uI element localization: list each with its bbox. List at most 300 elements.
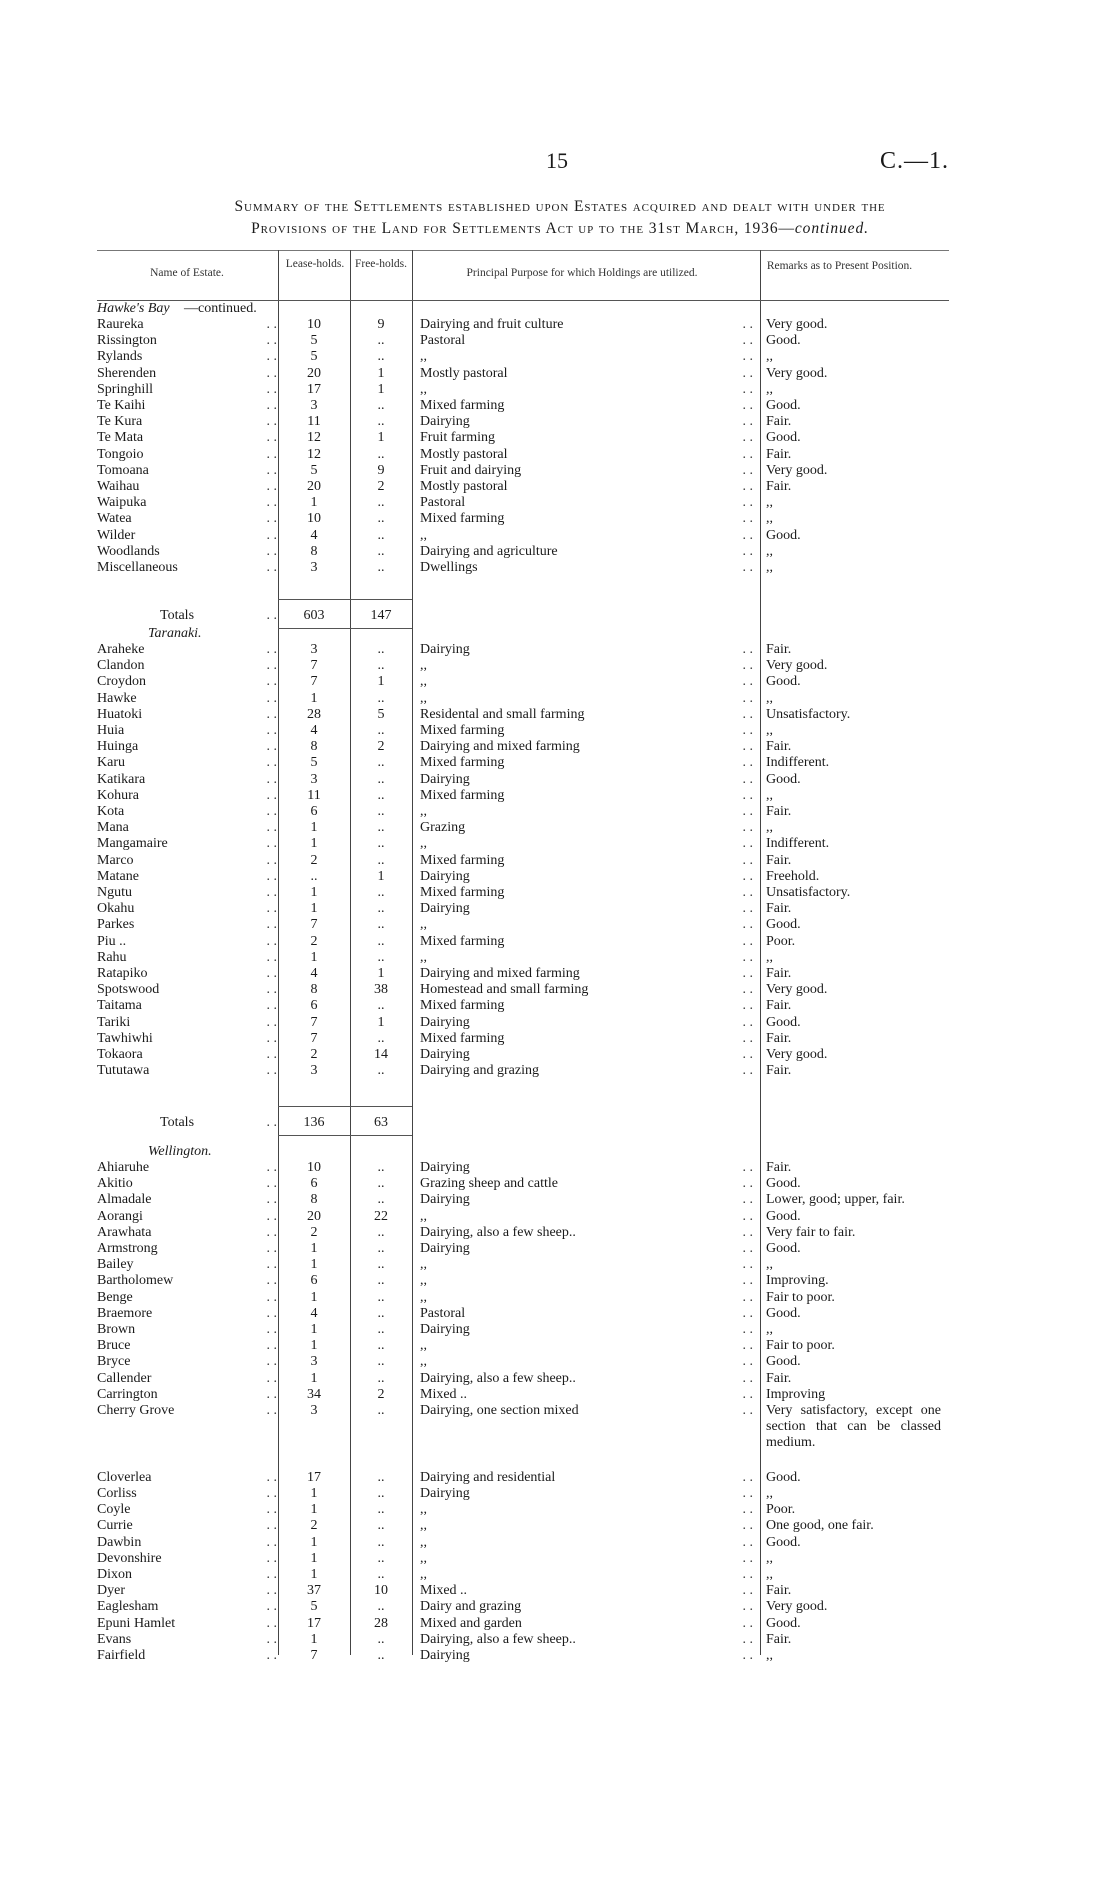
freeholds-value: .. [377,1241,385,1256]
leader-dots: . . [742,398,753,413]
remarks-text: Very good. [766,1599,828,1615]
leader-dots: . . [742,1631,753,1647]
estate-name: Parkes [97,917,135,933]
freeholds-value: .. [377,1354,385,1370]
freeholds-value: .. [377,771,385,787]
leaseholds-value: .. [310,868,318,884]
leader-dots: . . [742,1648,753,1663]
leader-dots: . . [266,1192,277,1208]
leader-dots: . . [742,446,753,462]
freeholds-value: .. [377,1631,385,1647]
freeholds-value: .. [377,755,385,771]
table-row [0,366,1114,382]
purpose-text: Fruit and dairying [420,462,522,478]
leader-dots: . . [742,1502,753,1518]
purpose-text: Dairying [420,414,470,430]
section-title-suffix: —continued. [184,301,257,316]
remarks-text: Good. [766,1615,801,1631]
leader-dots: . . [742,1224,753,1240]
leaseholds-value: 5 [310,1599,318,1615]
leader-dots: . . [742,982,753,998]
estate-name: Bruce [97,1338,131,1354]
remarks-text: Fair. [766,1583,792,1599]
purpose-text: Grazing [420,820,466,836]
remarks-text: Fair to poor. [766,1338,835,1354]
purpose-text: Pastoral [420,1305,466,1321]
table-row [0,998,1114,1014]
remarks-text: ,, [766,495,773,511]
purpose-text: Dairying [420,1322,470,1337]
title-line-2 [60,218,1060,240]
leader-dots: . . [266,1550,277,1566]
purpose-text: ,, [420,1273,427,1289]
remarks-text: Very satisfactory, except one section that can be classed medium. [766,1403,941,1451]
table-row [0,414,1114,430]
leader-dots: . . [266,543,277,559]
estate-name: Te Kaihi [97,398,146,413]
leader-dots: . . [742,642,753,657]
leaseholds-value: 3 [310,642,318,657]
estate-name: Te Mata [97,430,144,446]
table-row [0,1063,1114,1079]
estate-name: Katikara [97,771,146,787]
leader-dots: . . [742,1063,753,1079]
leaseholds-value: 8 [310,739,318,755]
table-row [0,1354,1114,1370]
table-row [0,1031,1114,1047]
freeholds-value: 14 [374,1047,388,1062]
estate-name: Currie [97,1518,133,1534]
purpose-text: ,, [420,381,427,397]
leader-dots: . . [742,820,753,836]
estate-name: Evans [97,1631,132,1647]
leader-dots: . . [742,771,753,787]
leader-dots: . . [266,933,277,949]
purpose-text: Dairying, also a few sheep.. [420,1631,576,1647]
table-row [0,739,1114,755]
leaseholds-value: 11 [307,787,321,803]
purpose-text: ,, [420,804,427,819]
purpose-text: ,, [420,1208,427,1224]
leaseholds-value: 1 [310,690,318,706]
freeholds-value: .. [377,1518,385,1534]
remarks-text: Fair. [766,1370,792,1386]
table-row [0,1567,1114,1583]
leaseholds-value: 8 [310,1192,318,1208]
estate-name: Waihau [97,479,140,494]
table-row [0,1403,1114,1451]
leader-dots: . . [266,787,277,803]
freeholds-value: 22 [374,1208,388,1224]
remarks-text: ,, [766,1648,773,1663]
estate-name: Marco [97,852,134,868]
purpose-text: Mixed farming [420,885,505,900]
freeholds-value: .. [377,723,385,738]
leaseholds-value: 37 [307,1583,321,1599]
leader-dots: . . [266,365,277,381]
leaseholds-value: 1 [310,1486,318,1501]
purpose-text: Mixed farming [420,511,505,527]
purpose-text: ,, [420,949,427,965]
leader-dots: . . [266,1030,277,1046]
purpose-text: ,, [420,349,427,365]
table-row [0,707,1114,723]
table-row [0,430,1114,446]
leader-dots: . . [742,1289,753,1305]
remarks-text: ,, [766,1486,773,1501]
freeholds-value: 1 [377,430,385,446]
freeholds-value: .. [377,1486,385,1501]
estate-name: Mana [97,820,129,836]
leaseholds-value: 1 [310,1534,318,1550]
estate-name: Almadale [97,1192,152,1208]
leader-dots: . . [266,1403,277,1418]
purpose-text: Dairying, one section mixed [420,1403,579,1418]
leader-dots: . . [266,917,277,933]
remarks-text: Fair to poor. [766,1289,835,1305]
totals-label: Totals [160,1115,195,1130]
leader-dots: . . [742,511,753,527]
leader-dots: . . [266,642,277,657]
leader-dots: . . [742,527,753,543]
table-row [0,1502,1114,1518]
table-rule [278,1135,412,1136]
table-row [0,495,1114,511]
leaseholds-value: 6 [310,1176,318,1192]
estate-name: Cloverlea [97,1469,152,1485]
purpose-text: Dairying [420,1014,470,1030]
freeholds-value: .. [377,527,385,543]
table-row [0,1176,1114,1192]
estate-name: Dawbin [97,1534,142,1550]
leaseholds-value: 20 [307,1208,321,1224]
leader-dots: . . [266,1583,277,1599]
purpose-text: Mixed farming [420,723,505,738]
estate-name: Ngutu [97,885,132,900]
table-row [0,1290,1114,1306]
table-rule [278,599,412,600]
remarks-text: Fair. [766,804,792,819]
leader-dots: . . [742,430,753,446]
leader-dots: . . [742,1370,753,1386]
purpose-text: ,, [420,1502,427,1518]
purpose-text: ,, [420,690,427,706]
leaseholds-value: 7 [310,917,318,933]
leader-dots: . . [266,430,277,446]
leader-dots: . . [266,1322,277,1337]
leader-dots: . . [266,1014,277,1030]
leaseholds-value: 2 [310,852,318,868]
leader-dots: . . [266,1599,277,1615]
purpose-text: ,, [420,674,427,690]
estate-name: Bailey [97,1257,134,1273]
leaseholds-value: 7 [310,1030,318,1046]
freeholds-value: .. [377,1534,385,1550]
leader-dots: . . [266,462,277,478]
leader-dots: . . [742,1583,753,1599]
remarks-text: Fair. [766,642,792,657]
remarks-text: Good. [766,917,801,933]
leaseholds-value: 1 [310,1241,318,1256]
table-row [0,1257,1114,1273]
leader-dots: . . [742,852,753,868]
leader-dots: . . [742,949,753,965]
freeholds-value: 2 [377,1386,385,1402]
leader-dots: . . [742,1599,753,1615]
purpose-text: ,, [420,1257,427,1273]
estate-name: Carrington [97,1386,158,1402]
leader-dots: . . [742,1014,753,1030]
leaseholds-value: 1 [310,1370,318,1386]
estate-name: Tariki [97,1014,131,1030]
leader-dots: . . [266,674,277,690]
leaseholds-value: 1 [310,1631,318,1647]
leaseholds-value: 3 [310,398,318,413]
remarks-text: Very good. [766,365,828,381]
remarks-text: Fair. [766,1063,792,1079]
remarks-text: Very good. [766,1047,828,1062]
leaseholds-value: 1 [310,1550,318,1566]
header-purpose: Principal Purpose for which Holdings are utilized. [466,267,698,279]
leaseholds-value: 10 [307,1160,321,1175]
remarks-text: Poor. [766,933,796,949]
freeholds-value: 1 [377,381,385,397]
leader-dots: . . [266,1208,277,1224]
leader-dots: . . [742,1322,753,1337]
freeholds-value: .. [377,1176,385,1192]
remarks-text: Fair. [766,1030,792,1046]
estate-name: Tututawa [97,1063,150,1079]
remarks-text: Good. [766,1176,801,1192]
header-remarks: Remarks as to Present Position. [766,260,913,272]
remarks-text: Good. [766,674,801,690]
leader-dots: . . [742,674,753,690]
freeholds-value: .. [377,885,385,900]
leaseholds-value: 3 [310,771,318,787]
leader-dots: . . [266,1631,277,1647]
purpose-text: Homestead and small farming [420,982,589,998]
leader-dots: . . [742,1354,753,1370]
freeholds-value: 9 [377,317,385,332]
freeholds-value: .. [377,998,385,1014]
section-heading [0,626,1114,642]
estate-name: Piu .. [97,933,127,949]
freeholds-value: .. [377,1305,385,1321]
leader-dots: . . [266,1567,277,1582]
section-heading [0,301,1114,317]
leader-dots: . . [266,868,277,884]
leader-dots: . . [742,917,753,933]
leaseholds-value: 4 [310,527,318,543]
leader-dots: . . [742,933,753,949]
leader-dots: . . [266,1273,277,1289]
leader-dots: . . [742,1534,753,1550]
estate-name: Springhill [97,381,154,397]
table-row [0,950,1114,966]
table-row [0,966,1114,982]
purpose-text: Dairying [420,901,470,917]
estate-name: Ratapiko [97,966,148,981]
purpose-text: Dwellings [420,560,478,575]
purpose-text: Mixed farming [420,787,505,803]
remarks-text: Good. [766,1305,801,1321]
remarks-text: ,, [766,820,773,836]
freeholds-value: .. [377,1338,385,1354]
leader-dots: . . [266,1305,277,1321]
leaseholds-value: 20 [307,479,321,494]
leaseholds-value: 6 [310,804,318,819]
purpose-text: Mixed farming [420,933,505,949]
table-row [0,1551,1114,1567]
leaseholds-value: 12 [307,446,321,462]
estate-name: Tawhiwhi [97,1030,153,1046]
remarks-text: Very good. [766,982,828,998]
leader-dots: . . [742,1305,753,1321]
table-row [0,447,1114,463]
remarks-text: Good. [766,1534,801,1550]
estate-name: Tokaora [97,1047,143,1062]
purpose-text: ,, [420,917,427,933]
remarks-text: Good. [766,527,801,543]
purpose-text: Fruit farming [420,430,496,446]
table-row [0,317,1114,333]
leader-dots: . . [742,868,753,884]
leader-dots: . . [266,771,277,787]
table-row [0,1535,1114,1551]
leaseholds-value: 1 [310,1502,318,1518]
leaseholds-value: 7 [310,1014,318,1030]
leader-dots: . . [266,1534,277,1550]
freeholds-value: 28 [374,1615,388,1631]
totals-row [0,1115,1114,1131]
section-title: Taranaki. [148,626,202,641]
purpose-text: Mixed .. [420,1386,468,1402]
remarks-text: ,, [766,949,773,965]
purpose-text: Mixed farming [420,1030,505,1046]
purpose-text: Dairying [420,868,470,884]
table-row [0,560,1114,576]
freeholds-value: .. [377,560,385,575]
purpose-text: Dairying [420,1241,470,1256]
remarks-text: Very good. [766,658,828,674]
leader-dots: . . [266,739,277,755]
purpose-text: Dairying [420,642,470,657]
purpose-text: ,, [420,658,427,674]
table-row [0,982,1114,998]
leader-dots: . . [266,1257,277,1273]
leader-dots: . . [742,1615,753,1631]
estate-name: Braemore [97,1305,153,1321]
table-row [0,1241,1114,1257]
leader-dots: . . [742,836,753,852]
table-row [0,1306,1114,1322]
remarks-text: Fair. [766,852,792,868]
leaseholds-value: 1 [310,820,318,836]
freeholds-value: 5 [377,706,385,722]
leader-dots: . . [266,1115,277,1130]
freeholds-value: .. [377,804,385,819]
freeholds-value: .. [377,1370,385,1386]
remarks-text: Good. [766,398,801,413]
table-row [0,788,1114,804]
estate-name: Croydon [97,674,146,690]
leaseholds-value: 10 [307,317,321,332]
totals-freeholds: 147 [370,608,392,623]
table-row [0,1273,1114,1289]
estate-name: Matane [97,868,139,884]
leader-dots: . . [742,414,753,430]
leader-dots: . . [266,852,277,868]
estate-name: Huia [97,723,125,738]
estate-name: Bryce [97,1354,131,1370]
remarks-text: Unsatisfactory. [766,885,851,900]
estate-name: Huinga [97,739,139,755]
totals-leaseholds: 136 [303,1115,325,1130]
page-number: 15 [546,148,568,173]
purpose-text: Dairying, also a few sheep.. [420,1370,576,1386]
header-freeholds: Free-holds. [354,258,408,270]
freeholds-value: .. [377,1224,385,1240]
freeholds-value: .. [377,1063,385,1079]
remarks-text: Lower, good; upper, fair. [766,1192,905,1208]
leader-dots: . . [742,1241,753,1256]
table-row [0,658,1114,674]
estate-name: Okahu [97,901,135,917]
purpose-text: Mixed farming [420,755,505,771]
freeholds-value: 38 [374,982,388,998]
leader-dots: . . [266,1354,277,1370]
leader-dots: . . [266,381,277,397]
table-row [0,1518,1114,1534]
freeholds-value: .. [377,1257,385,1273]
remarks-text: Good. [766,1241,801,1256]
leader-dots: . . [742,1486,753,1501]
table-row [0,398,1114,414]
leaseholds-value: 5 [310,755,318,771]
estate-name: Waipuka [97,495,147,511]
estate-name: Rylands [97,349,143,365]
leader-dots: . . [266,1386,277,1402]
leader-dots: . . [266,1289,277,1305]
freeholds-value: .. [377,1160,385,1175]
estate-name: Fairfield [97,1648,146,1663]
remarks-text: Fair. [766,414,792,430]
table-row [0,1160,1114,1176]
remarks-text: Indifferent. [766,755,830,771]
leaseholds-value: 3 [310,1354,318,1370]
freeholds-value: 2 [377,479,385,494]
freeholds-value: 1 [377,966,385,981]
leader-dots: . . [742,755,753,771]
table-row [0,1583,1114,1599]
leader-dots: . . [266,723,277,738]
purpose-text: ,, [420,1338,427,1354]
remarks-text: Fair. [766,998,792,1014]
table-row [0,1371,1114,1387]
estate-name: Hawke [97,690,137,706]
table-row [0,642,1114,658]
purpose-text: Mostly pastoral [420,479,508,494]
remarks-text: Good. [766,333,801,349]
table-row [0,1470,1114,1486]
leader-dots: . . [742,1386,753,1402]
freeholds-value: .. [377,852,385,868]
leaseholds-value: 1 [310,836,318,852]
table-row [0,723,1114,739]
leaseholds-value: 17 [307,1615,321,1631]
leader-dots: . . [266,885,277,900]
remarks-text: Good. [766,1014,801,1030]
